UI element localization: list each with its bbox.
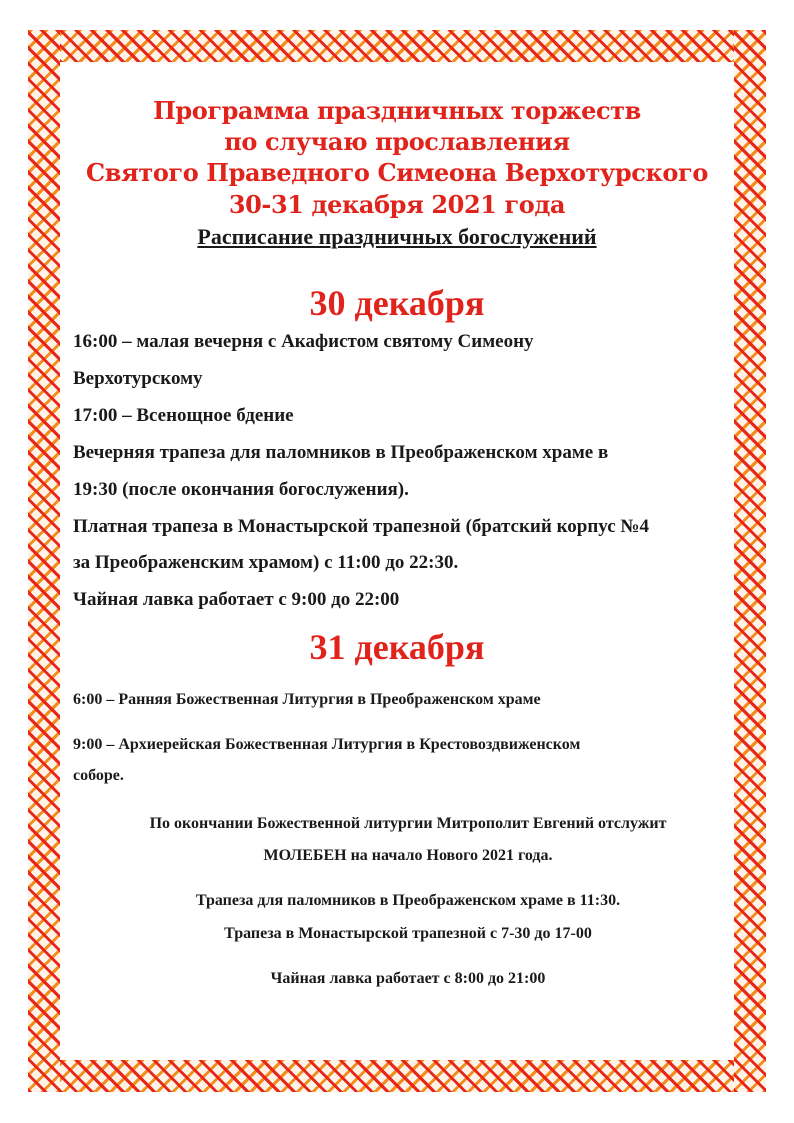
day1-line: за Преображенским храмом) с 11:00 до 22:30.	[73, 552, 459, 573]
day1-line: 17:00 – Всенощное бдение	[73, 405, 294, 426]
day2-centered-line: Трапеза для паломников в Преображенском храме в 11:30.	[195, 892, 621, 909]
day2-line: 6:00 – Ранняя Божественная Литургия в Преображенском храме	[73, 691, 541, 708]
ornament-border-bottom	[28, 1060, 766, 1092]
day1-line: 19:30 (после окончания богослужения).	[73, 479, 409, 500]
day2-heading: 31 декабря	[309, 627, 485, 667]
title-line-3: Святого Праведного Симеона Верхотурского	[86, 158, 708, 187]
title-line-4: 30-31 декабря 2021 года	[228, 190, 566, 219]
title-line-1: Программа праздничных торжеств	[153, 96, 641, 125]
ornament-border-left	[28, 30, 60, 1092]
day1-line: Платная трапеза в Монастырской трапезной (братский корпус №4	[73, 516, 649, 537]
schedule-subtitle: Расписание праздничных богослужений	[197, 224, 597, 249]
day2-centered-line: По окончании Божественной литургии Митрополит Евгений отслужит	[149, 815, 667, 832]
day1-line: 16:00 – малая вечерня с Акафистом святому Симеону	[73, 331, 534, 352]
day1-line: Верхотурскому	[73, 368, 203, 389]
day1-line: Чайная лавка работает с 9:00 до 22:00	[73, 589, 400, 610]
day2-centered-line: МОЛЕБЕН на начало Нового 2021 года.	[263, 847, 553, 864]
ornament-border-top	[28, 30, 766, 62]
day1-heading: 30 декабря	[309, 283, 485, 323]
day2-centered-line: Чайная лавка работает с 8:00 до 21:00	[270, 970, 546, 987]
day2-line: соборе.	[73, 767, 124, 784]
title-line-2: по случаю прославления	[224, 127, 570, 156]
day2-line: 9:00 – Архиерейская Божественная Литургия в Крестовоздвиженском	[73, 736, 581, 753]
day1-line: Вечерняя трапеза для паломников в Преображенском храме в	[73, 442, 609, 463]
day2-centered-line: Трапеза в Монастырской трапезной с 7-30 до 17-00	[224, 925, 592, 942]
